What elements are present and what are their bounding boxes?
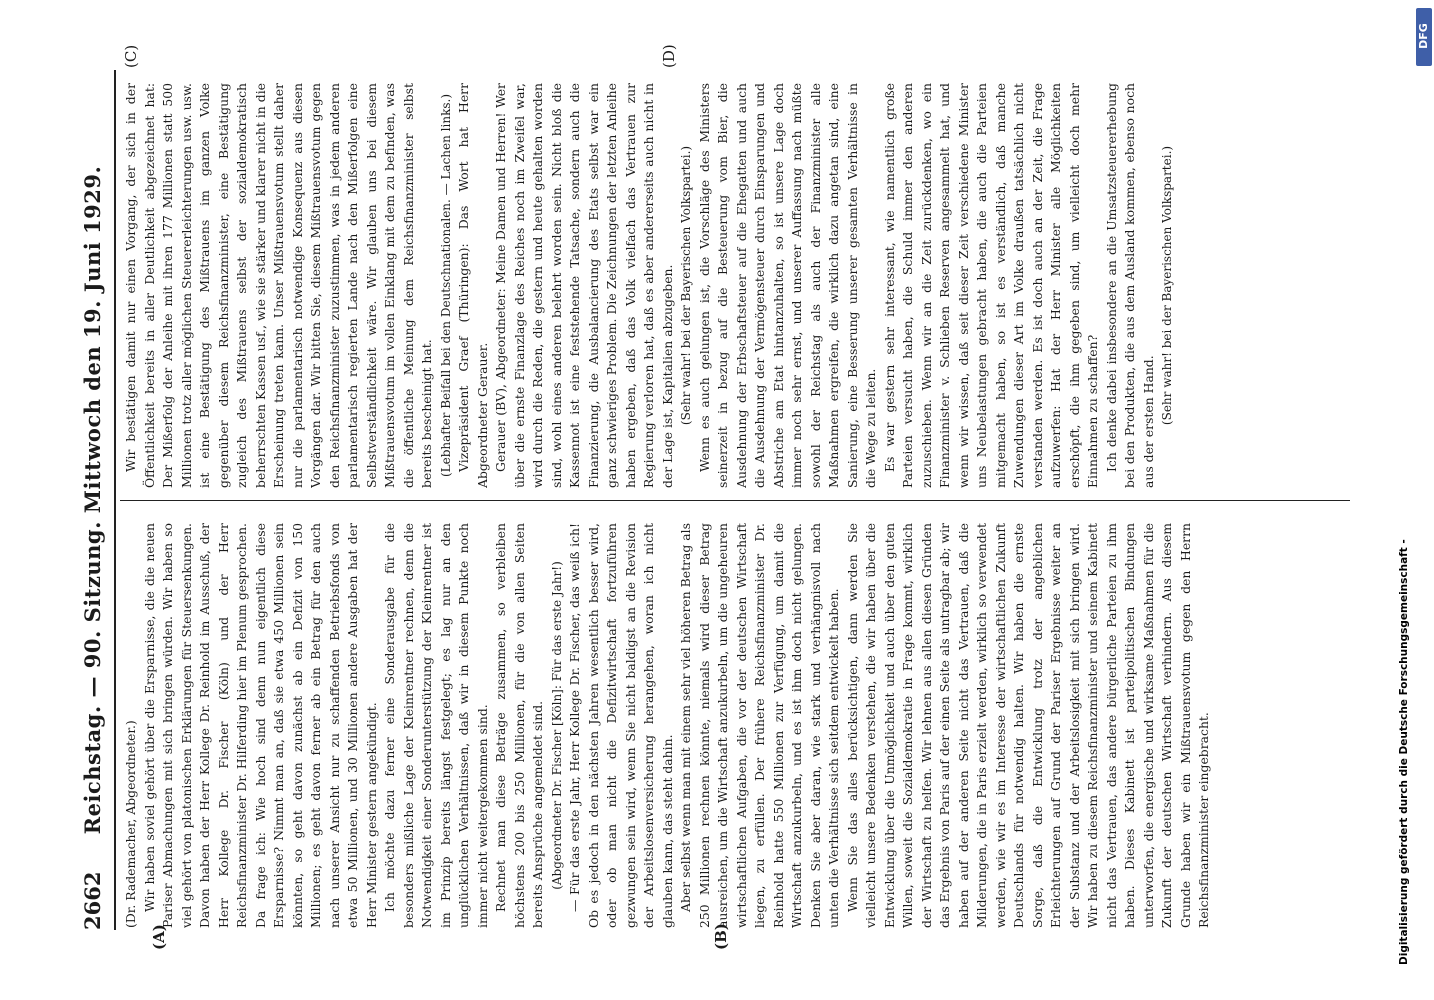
digitization-sidebar <box>1380 0 1434 1000</box>
margin-marker-d: (D) <box>660 44 678 68</box>
page-header <box>72 70 112 930</box>
rotated-newspaper-page <box>70 44 1370 950</box>
paragraph: Vizepräsident Graef (Thüringen): Das Wort hat Herr Abgeordneter Gerauer. <box>456 83 490 488</box>
paragraph: Wir haben soviel gehört über die Ersparnisse, die die neuen Pariser Abmachungen mit sich bringen würden. Wir haben so viel gehört von platonischen Erklärungen für Steuersenkungen. Davon haben der Herr Kollege Dr. Reinhold im Ausschuß, der Herr Kollege Dr. Fischer (Köln) und der Herr Reichsfinanzminister Dr. Hilferding hier im Plenum gesprochen. Da frage ich: Wie hoch sind denn nun eigentlich diese Ersparnisse? Nimmt man an, daß sie etwa 450 Millionen sein könnten, so geht davon zunächst ab ein Defizit von 150 Millionen; es geht davon ferner ab ein Betrag für den auch nach unserer Ansicht nur zu schaffenden Betriebsfonds von etwa 50 Millionen, und 30 Millionen andere Ausgaben hat der Herr Minister gestern angekündigt. <box>141 523 379 928</box>
dfg-logo <box>1416 8 1432 66</box>
page-number: 2662 <box>80 871 105 930</box>
interjection: (Lebhafter Beifall bei den Deutschnationalen. — Lachen links.) <box>438 93 453 478</box>
paragraph: Wenn es auch gelungen ist, die Vorschläge des Ministers seinerzeit in bezug auf die Besteuerung vom Bier, die Ausdehnung der Erbschaftsteuer auf die Ehegatten und auch die Ausdehnung der Vermögensteuer durch Einsparungen und Abstriche am Etat hintanzuhalten, so ist unsere Lage doch immer noch sehr ernst, und unserer Auffassung nach müßte sowohl der Reichstag als auch der Finanzminister alle Maßnahmen ergreifen, die wirklich dazu angetan sind, eine Sanierung, eine Besserung unserer gesamten Verhältnisse in die Wege zu leiten. <box>696 83 878 488</box>
interjection: (Sehr wahr! bei der Bayerischen Volkspartei.) <box>1160 145 1174 426</box>
paragraph: Es war gestern sehr interessant, wie namentlich große Parteien versucht haben, die Schuld immer den anderen zuzuschieben. Wenn wir an die Zeit zurückdenken, wo ein Finanzminister v. Schlieben Reserven angesammelt hat, und wenn wir wissen, daß seit dieser Zeit verschiedene Minister uns Neubelastungen gebracht haben, die auch die Parteien mitgemacht haben, so ist es verständlich, daß manche Zuwendungen dieser Art im Volke draußen tatsächlich nicht verstanden werden. Es ist doch auch an der Zeit, die Frage aufzuwerfen: Hat der Herr Minister alle Möglichkeiten erschöpft, die ihm gegeben sind, um vielleicht doch mehr Einnahmen zu schaffen? <box>881 83 1100 488</box>
margin-marker-a: (A) <box>150 924 168 950</box>
left-column <box>122 523 1347 928</box>
dfg-logo-text: DFG <box>1417 23 1430 49</box>
header-rule <box>114 70 116 930</box>
paragraph: Ich denke dabei insbesondere an die Umsatzsteuererhebung bei den Produkten, die aus dem Ausland kommen, ebenso noch aus der ersten Hand. <box>1103 83 1156 488</box>
interjection: (Sehr wahr! bei der Bayerischen Volkspartei.) <box>679 145 693 426</box>
speaker-continuation: (Dr. Rademacher, Abgeordneter.) <box>123 720 138 928</box>
paragraph: Wenn Sie das alles berücksichtigen, dann werden Sie vielleicht unsere Bedenken verstehen, die wir haben über die Entwicklung über die Unmöglichkeit und auch über den guten Willen, soweit die Sozialdemokratie in Frage kommt, wirklich der Wirtschaft zu helfen. Wir lehnen aus allen diesen Gründen das Ergebnis von Paris auf der einen Seite als untragbar ab; wir haben auf der anderen Seite nicht das Vertrauen, daß die Milderungen, die in Paris erzielt werden, wirklich so verwendet werden, wie wir es im Interesse der wirtschaftlichen Zukunft Deutschlands für notwendig halten. Wir haben die ernste Sorge, daß die Entwicklung trotz der angeblichen Erleichterungen auf Grund der Pariser Ergebnisse weiter an der Substanz und der Arbeitslosigkeit mit sich bringen wird. Wir haben zu diesem Reichsfinanzminister und seinem Kabinett nicht das Vertrauen, das andere bürgerliche Parteien zu ihm haben. Dieses Kabinett ist parteipolitischen Bindungen unterworfen, die energische und wirksame Maßnahmen für die Zukunft der deutschen Wirtschaft verhindern. Aus diesem Grunde haben wir ein Mißtrauensvotum gegen den Herrn Reichsfinanzminister eingebracht. <box>844 523 1211 928</box>
column-divider <box>120 500 1350 501</box>
paragraph: Ich möchte dazu ferner eine Sonderausgabe für die besonders mißliche Lage der Kleinrentner rechnen, denn die Notwendigkeit einer Sonderunterstützung der Kleinrentner ist im Prinzip bereits längst festgelegt; es lag nur an den unglücklichen Verhältnissen, daß wir in diesem Punkte noch immer nicht weitergekommen sind. <box>382 523 490 928</box>
paragraph: — Für das erste Jahr, Herr Kollege Dr. Fischer, das weiß ich! Ob es jedoch in den nächsten Jahren wesentlich besser wird, oder ob man nicht die Defizitwirtschaft fortzuführen gezwungen sein wird, wenn Sie nicht baldigst an die Revision der Arbeitslosenversicherung herangehen, woran ich nicht glauben kann, das steht dahin. <box>567 523 675 928</box>
paragraph: Wir bestätigen damit nur einen Vorgang, der sich in der Öffentlichkeit bereits in aller Deutlichkeit abgezeichnet hat: Der Mißerfolg der Anleihe mit ihren 177 Millionen statt 500 Millionen trotz aller möglichen Steuererleichterungen usw. usw. ist eine Bestätigung des Mißtrauens im ganzen Volke gegenüber diesem Reichsfinanzminister, eine Bestätigung zugleich des Mißtrauens selbst der sozialdemokratisch beherrschten Kassen usf., wie sie stärker und klarer nicht in die Erscheinung treten kann. Unser Mißtrauensvotum stellt daher nur die parlamentarisch notwendige Konsequenz aus diesen Vorgängen dar. Wir bitten Sie, diesem Mißtrauensvotum gegen den Reichsfinanzminister zuzustimmen, was in jedem anderen parlamentarisch regierten Lande nach den Mißerfolgen eine Selbstverständlichkeit wäre. Wir glauben uns bei diesem Mißtrauensvotum im vollen Einklang mit dem zu befinden, was die öffentliche Meinung dem Reichsfinanzminister selbst bereits bescheinigt hat. <box>123 83 434 488</box>
margin-marker-b: (B) <box>712 923 730 950</box>
paragraph: Aber selbst wenn man mit einem sehr viel höheren Betrag als 250 Millionen rechnen könnte, niemals wird dieser Betrag ausreichen, um die Wirtschaft anzukurbeln, um die ungeheuren wirtschaftlichen Aufgaben, die vor der deutschen Wirtschaft liegen, zu erfüllen. Der frühere Reichsfinanzminister Dr. Reinhold hatte 550 Millionen zur Verfügung, um damit die Wirtschaft anzukurbeln, und es ist ihm doch nicht gelungen. Denken Sie aber daran, wie stark und verhängnisvoll nach unten die Verhältnisse sich seitdem entwickelt haben. <box>678 523 841 928</box>
margin-marker-c: (C) <box>122 44 140 68</box>
paragraph: Gerauer (BV), Abgeordneter: Meine Damen und Herren! Wer über die ernste Finanzlage des Reiches noch im Zweifel war, wird durch die Reden, die gestern und heute gehalten worden sind, wohl eines anderen belehrt worden sein. Nicht bloß die Kassennot ist eine feststehende Tatsache, sondern auch die Finanzierung, die Ausbalancierung des Etats selbst war ein ganz schwieriges Problem. Die Zeichnungen der letzten Anleihe haben ergeben, daß das Volk vielfach das Vertrauen zur Regierung verloren hat, daß es aber andererseits auch nicht in der Lage ist, Kapitalien abzugeben. <box>493 83 675 488</box>
session-title: Reichstag. — 90. Sitzung. Mittwoch den 19. Juni 1929. <box>80 165 105 835</box>
interjection: (Abgeordneter Dr. Fischer [Köln]: Für das erste Jahr!) <box>549 561 564 890</box>
paragraph: Rechnet man diese Beträge zusammen, so verbleiben höchstens 200 bis 250 Millionen, für die von allen Seiten bereits Ansprüche angemeldet sind. <box>493 523 545 928</box>
right-column <box>122 83 1347 488</box>
digitization-note: Digitalisierung gefördert durch die Deutsche Forschungsgemeinschaft - <box>1398 539 1410 965</box>
